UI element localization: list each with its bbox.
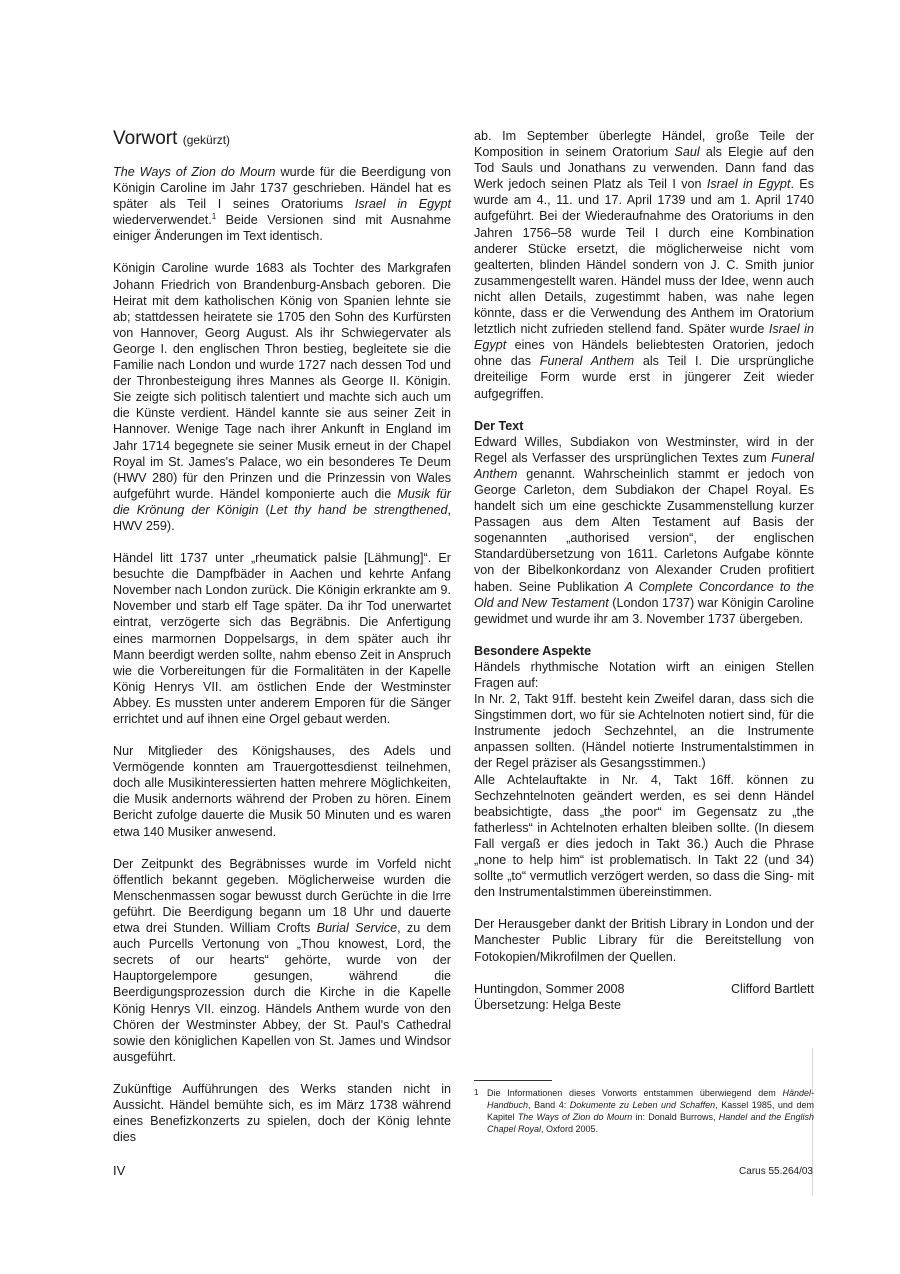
text-run: Königin Caroline wurde 1683 als Tochter des Markgrafen Johann Friedrich von Brandenburg-Ansbach geboren. Die Heirat mit dem katholischen König von Spanien lehnte sie ab; stattdessen heiratete sie 1705 den Sohn des Kurfürsten von Hannover, Georg August. Als ihr Schwiegervater als George I. den englischen Thron bestieg, begleitete sie die Familie nach London und wurde 1727 nach dessen Tod und der Thronbesteigung ihres Mannes als George II. Königin. Sie zeigte sich politisch talentiert und machte sich auch um die Künste verdient. Händel kannte sie aus seiner Zeit in Hannover. Wenige Tage nach ihrer Ankunft in England im Jahr 1714 begegnete sie seiner Musik erneut in der Chapel Royal im St. James's Palace, wo ein besonderes Te Deum (HWV 280) für den Prinzen und die Prinzessin von Wales aufgeführt wurde. Händel komponierte auch die — [113, 261, 451, 501]
footnote-text — [487, 1087, 814, 1135]
text-run: , Kassel 1985, und dem Kapitel — [487, 1100, 814, 1122]
text-run: in: Donald Burrows, — [632, 1112, 719, 1122]
text-run: , Band 4: — [528, 1100, 570, 1110]
text-run: Die Informationen dieses Vorworts entstammen überwiegend dem — [487, 1088, 783, 1098]
title-subtitle: (gekürzt) — [182, 133, 231, 147]
translator-credit: Übersetzung: Helga Beste — [474, 997, 622, 1012]
text-run: ( — [258, 502, 270, 517]
paragraph-future: Zukünftige Aufführungen des Werks standen nicht in Aussicht. Händel bemühte sich, es im März 1738 während eines Benefizkonzerts zu spielen, doch der König lehnte dies — [113, 1081, 451, 1145]
left-column — [113, 128, 451, 1145]
cited-title: Handel and the English Chapel Royal — [487, 1112, 814, 1134]
right-column — [474, 128, 814, 1013]
footnote-1 — [474, 1087, 814, 1135]
paragraph-caroline — [113, 260, 451, 534]
text-run: als Elegie auf den Tod Sauls und Jonathans zu verwenden. Dann fand das Werk jedoch seinen Platz als Teil I von — [474, 145, 814, 192]
funeral-title-2: Funeral Anthem — [474, 450, 814, 481]
aspects-intro: Händels rhythmische Notation wirft an einigen Stellen Fragen auf: — [474, 659, 814, 690]
text-run: (London 1737) war Königin Caroline gewidmet und wurde ihr am 3. November 1737 übergeben. — [474, 595, 814, 626]
cited-title: Händel-Handbuch — [487, 1088, 814, 1110]
cited-title: The Ways of Zion do Mourn — [517, 1112, 633, 1122]
text-run: wurde für die Beerdigung von Königin Caroline im Jahr 1737 geschrieben. Händel hat es später als Teil I seines Oratoriums — [113, 165, 451, 212]
section-heading-aspects: Besondere Aspekte — [474, 643, 592, 658]
music-title: Musik für die Krönung der Königin — [113, 486, 451, 517]
concordance-title: A Complete Concordance to the Old and New Testament — [474, 579, 814, 610]
text-run: , Oxford 2005. — [541, 1124, 599, 1134]
text-run: . Es wurde am 4., 11. und 17. April 1739 und am 1. April 1740 aufgeführt. Bei der Wiederaufnahme des Oratoriums in den Jahren 1756–58 wurde Teil I durch eine Kombination anderer Stücke ersetzt, die möglicherweise nicht vom gealterten, blinden Händel sondern von J. C. Smith junior zusammengestellt waren. Händel muss der Idee, wenn auch nicht allen Details, zugestimmt haben, was nahe legen könnte, dass er die Verwendung des Anthem im Oratorium letztlich nicht zufrieden stellend fand. Später wurde — [474, 177, 815, 337]
burial-title: Burial Service — [316, 921, 398, 936]
anthem-title: Let thy hand be strengthened — [269, 502, 448, 517]
section-heading-text: Der Text — [474, 418, 524, 433]
text-run: , zu dem auch Purcells Vertonung von „Thou knowest, Lord, the secrets of our hearts“ gehörte, wurde von der Hauptorgelempore gesungen, während die Beerdigungsprozession durch die Kirche in die Kapelle König Henrys VII. einzog. Händels Anthem wurde von den Chören der Westminster Abbey, der St. Paul's Cathedral sowie den königlichen Kapellen von St. James und Windsor ausgeführt. — [113, 921, 451, 1064]
saul-title: Saul — [674, 145, 700, 160]
paragraph-attendance: Nur Mitglieder des Königshauses, des Adels und Vermögende konnten am Trauergottesdienst teilnehmen, doch alle Musikinteressierten hatten mehrere Möglichkeiten, die Musik andernorts während der Proben zu hören. Einem Bericht zufolge dauerte die Musik 50 Minuten und es waren etwa 140 Musiker anwesend. — [113, 744, 451, 839]
israel-title-2: Israel in Egypt — [474, 322, 814, 353]
paragraph-thanks: Der Herausgeber dankt der British Library in London und der Manchester Public Library für die Bereitstellung von Fotokopien/Mikrofilmen der Quellen. — [474, 917, 814, 964]
text-run: genannt. Wahrscheinlich stammt er jedoch von George Carleton, dem Subdiakon der Chapel Royal. Es handelt sich um eine geschickte Zusammenstellung kurzer Passagen aus dem Alten Testament auf Basis der sogenannten „authorised version“, der englischen Standardübersetzung von 1611. Carletons Aufgabe könnte von der Bibelkonkordanz von Alexander Cruden profitiert haben. Seine Publikation — [474, 466, 814, 594]
text-run: Edward Willes, Subdiakon von Westminster, wird in der Regel als Verfasser des ursprünglichen Textes zum — [474, 434, 814, 465]
text-run: ab. Im September überlegte Händel, große Teile der Komposition in seinem Oratorium — [474, 129, 814, 160]
paragraph-funeral — [113, 856, 451, 1065]
paragraph-text — [474, 434, 814, 627]
signature-line — [474, 981, 814, 997]
text-run: eines von Händels beliebtesten Oratorien, jedoch ohne das — [474, 338, 814, 369]
oratorio-title: Israel in Egypt — [354, 197, 451, 212]
cited-title: Dokumente zu Leben und Schaffen — [569, 1100, 716, 1110]
text-run: wiederverwendet. — [113, 213, 212, 228]
israel-title: Israel in Egypt — [706, 177, 791, 192]
footnote-area — [474, 1058, 814, 1135]
author-name: Clifford Bartlett — [730, 981, 814, 996]
text-run: Der Zeitpunkt des Begräbnisses wurde im Vorfeld nicht öffentlich bekannt gegeben. Möglicherweise wurden die Menschenmassen sogar bewusst durch Gerüchte in die Irre geführt. Die Beerdigung begann um 18 Uhr und dauerte etwa drei Stunden. William Crofts — [113, 856, 451, 936]
aspects-item-1: In Nr. 2, Takt 91ff. besteht kein Zweifel daran, dass sich die Singstimmen dort, wo für sie Achtelnoten notiert sind, für die Instrumente jedoch Sechzehntel, an die Instrumente anpassen sollten. (Händel notierte Instrumentalstimmen in der Regel präziser als Gesangsstimmen.) — [474, 692, 814, 771]
text-run: als Teil I. Die ursprüngliche dreiteilige Form wurde erst in jüngerer Zeit wieder aufgegriffen. — [474, 354, 814, 401]
paragraph-intro — [113, 164, 451, 244]
catalog-number: Carus 55.264/03 — [739, 1166, 813, 1177]
footnote-number: 1 — [474, 1088, 479, 1097]
funeral-title: Funeral Anthem — [539, 354, 635, 369]
text-run: , HWV 259). — [113, 502, 451, 533]
paragraph-illness: Händel litt 1737 unter „rheumatick palsie [Lähmung]“. Er besuchte die Dampfbäder in Aachen und kehrte Anfang November nach London zurück. Die Königin erkrankte am 9. November und starb elf Tage später. Da ihr Tod unerwartet eintrat, verzögerte sich das Begräbnis. Die Anfertigung eines marmornen Doppelsargs, in dem später auch ihr Mann beerdigt werden sollte, nahm ebenso Zeit in Anspruch wie die Vorbereitungen für die Formalitäten in der Kapelle König Henrys VII. am östlichen Ende der Westminster Abbey. Es mussten unter anderem Emporen für die Sänger errichtet und auf ihnen eine Orgel gebaut werden. — [113, 551, 451, 726]
aspects-item-2: Alle Achtelauftakte in Nr. 4, Takt 16ff. können zu Sechzehntelnoten geändert werden, es sei denn Händel beabsichtigte, dass „the poor“ im Gegensatz zu „the fatherless“ in Achtelnoten erhalten bleiben sollte. (In diesem Fall vergaß er dies jedoch in Takt 36.) Auch die Phrase „none to help him“ ist problematisch. In Takt 22 (und 34) sollte „to“ vermutlich verzögert werden, so dass die Sing- mit den Instrumentalstimmen übereinstimmen. — [474, 772, 814, 900]
work-title: The Ways of Zion do Mourn — [113, 165, 276, 179]
place-date: Huntingdon, Sommer 2008 — [474, 981, 625, 996]
page-number: IV — [113, 1163, 126, 1178]
text-run: Beide Versionen sind mit Ausnahme einiger Änderungen im Text identisch. — [113, 213, 451, 244]
footnote-ref: 1 — [211, 212, 217, 222]
paragraph-continuation — [474, 128, 814, 402]
footnote-rule — [474, 1080, 552, 1081]
title-text: Vorwort — [113, 128, 178, 149]
page-title — [113, 128, 451, 151]
